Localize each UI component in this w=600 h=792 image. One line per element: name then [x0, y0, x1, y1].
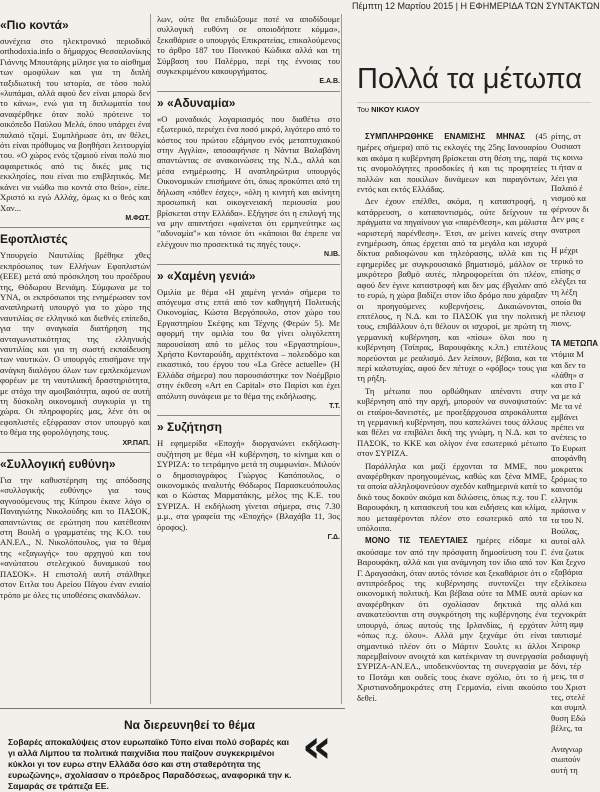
article-paragraph: Δεν έχουν επέλθει, ακόμα, η καταστροφή, η κατάρρευση, ο καταποντισμός, ούτε δείχνουν τα πράγματα να πηγαίνουν για «παρένθεση», και μάλιστα «αριστερή παρένθεση». Έτσι, αν μείνει κανείς στην ενημέρωση, όπως έρχεται από τα μεγάλα και ισχυρά δίκτυα ραδιοφώνου και τηλεόρασης, αλλά και τις εφημερίδες με συγκρουσιακό βηματισμό, μάλλον σε μικρότερο βαθμό αυτές, πληροφορείται ότι πλέον, αφού δεν έγινε καταστροφή και δεν μας έβγαλαν από το ευρώ, η χώρα βαδίζει στον ίδιο δρόμο που χάραξαν οι προηγούμενες κυβερνήσεις. Δικαιώνονται, επιτέλους, η Ν.Δ. και το ΠΑΣΟΚ για την πολιτική τους, επιβάλλουν ό,τι θέλουν οι ισχυροί, με πρώτη τη γερμανική κυβέρνηση, και «πίσω» όλοι που η κυβέρνηση (Τσίπρας, Βαρουφάκης κ.λπ.) επιτέλους πορεύονται με ρεαλισμό. Δεν λείπουν, βέβαια, και τα περί καλοτυχίας, αφού δεν πέτυχε ο «φόβος» τους για τη ρήξη. — [357, 196, 547, 384]
article-line: νισμού κα — [551, 193, 586, 204]
paragraph-text: (45 ημέρες σήμερα) από τις εκλογές της 25ης Ιανουαρίου και ακόμα η κυβέρνηση βρίσκεται στη θέση της, παρά τις ανομολόγητες προσδοκίες ή και τις προφητείες πολλών και ποικίλων δυνάμεων και παραγόντων, εντός και εκτός Ελλάδας. — [357, 131, 547, 195]
brief-text: Ομιλία με θέμα «Η χαμένη γενιά» σήμερα το απόγευμα στις επτά από τον καθηγητή Πολιτικής Οικονομίας, Κώστα Βεργόπουλο, στον χώρο του Εργαστηρίου Σκέψης και Τέχνης (Φερών 5). Με αφορμή την ομιλία του θα γίνει ολιγόλεπτη παρουσίαση από το μέλος του «Εργαστηρίου», Χρήστο Κονταρούδη, αρχιτέκτονα – πολεοδόμο και εικαστικό, του έργου του «La Grèce actuelle» (Η Ελλάδα σήμερα) που παρουσιάστηκε τον Νοέμβριο στην έκθεση «Art en Capital» στο Παρίσι και έχει απόλυτη συνάφεια με το θέμα της εκδήλωσης. — [157, 286, 340, 401]
teaser-text: Σοβαρές αποκαλύψεις στον ευρωπαϊκό Τύπο είναι πολύ σοβαρές και γι αλλά Λίμπου τα πολιτικά παιχνίδια που παίζουν συγκεκριμένοι κύκλοι γι τον ευρω στην Ελλάδα όσο και στη σταθερότητα της ευρωζώνης», σχολίασαν ο πρόεδρος Παραδόσεως, αναφορικά την κ. Σαμαράς σε τράπεζα ΕΕ. — [8, 737, 292, 791]
article-line: λέει για — [551, 172, 578, 183]
article-paragraph — [357, 131, 547, 194]
double-chevron-left-icon: « — [302, 719, 332, 773]
brief-heading-text: «Χαμένη γενιά» — [167, 268, 256, 283]
article-line: σιωπούν — [551, 754, 581, 765]
paragraph-text: ημέρες είδαμε κι ακούσαμε τον από την πρόσφατη δημοσίευση του Γ. Βαρουφάκη, αλλά και για ανάμνηση τον ίδιο από τον Γ. Δραγασάκη, όταν αυτός τόνισε και ξεκαθάρισε ότι ο αντιπρόεδρος της κυβέρνησης συντονίζει την οικονομική πολιτική. Και βέβαια ούτε τα ΜΜΕ αυτά αναφέρθηκαν ότι σχολίασαν δηκτικά της ανακατεύονται στη συγκρότηση της κυβέρνησης ένα υπουργό, όπως αυτούς της Ιρλανδίας, ή ερχόταν «όπως π.χ. όλου». Αλλά μην ξεχνάμε ότι είναι σημαντικό πλέον ότι ο Μάρτιν Σουλτς κι άλλοι παρεμβαίνουν ανοιχτά και κατέκριναν τη συνεργασία ΣΥΡΙΖΑ-ΑΝ.ΕΛ., υποδεικνύοντας τη συνεργασία με το Ποτάμι και ουδείς τους έκανε σχόλιο, ότι το ή Χριστιανοδημοκράτες στη Γερμανία, είναι ακούσιο δεθεί. — [357, 535, 547, 703]
brief-signature: Τ.Τ. — [329, 403, 340, 410]
article-line: βέλες, τα — [551, 723, 583, 734]
article-line: πράσινα ν — [551, 505, 586, 516]
brief-text: Για την καθυστέρηση της απόδοσης «συλλογικής ευθύνης» για τους αγνοούμενους της Κύπρου έκανε λόγο ο Παναγιώτης Νικολούδης και το ΠΑΣΟΚ, απαντώντας σε ερώτηση που κατέθεσαν στη Βουλή ο γραμματέας της Κ.Ο. του ΑΝ.ΕΛ., Ν. Νικολόπουλος, για το θέμα της «εξαγωγής» του αρχηγού και του «ανώτατου στελεχικού δυναμικού του ΠΑΣΟΚ». Η επιστολή αυτή στάλθηκε στον Ειτλα του Αρείου Πάγου έναν ενιαίο τρόπο με όλες τις υποθέσεις σκανδάλων. — [0, 475, 150, 600]
brief-text: Η εφημερίδα «Εποχή» διοργανώνει εκδήλωση-συζήτηση με θέμα «Η κυβέρνηση, το κίνημα και ο ΣΥΡΙΖΑ: το τετράμηνο μετά τη συμφωνία». Μιλούν ο δημοσιογράφος Γιώργος Καπόπουλος, ο οικονομικός αναλυτής Θόδωρος Παρασκευόπουλος και ο Κώστας Μαρματάκης, μέλος της Κ.Ε. του ΣΥΡΙΖΑ. Η εκδήλωση γίνεται σήμερα, στις 7.30 μ.μ., στα γραφεία της «Εποχής» (Βλαχάβα 11, 3ος όροφος). — [157, 438, 340, 532]
article-line: τες, στελέ — [551, 692, 586, 703]
article-line: Χειροκρ — [551, 640, 581, 651]
lead-in: ΣΥΜΠΛΗΡΩΘΗΚΕ ΕΝΑΜΙΣΗΣ ΜΗΝΑΣ — [365, 132, 525, 141]
brief-heading: «Πιο κοντά» — [0, 18, 69, 32]
article-line: του Χριστ — [551, 681, 587, 692]
article-line: αυτή τη — [551, 764, 578, 775]
brief-signature: ΧΡ.ΠΑΠ. — [122, 439, 150, 447]
article-line: ανατροπ — [551, 224, 581, 235]
article-line: ανέπεις το — [551, 432, 587, 443]
brief-text: Υπουργείο Ναυτιλίας βρέθηκε χθες εκπρόσωπος των Ελλήνων Εφοπλιστών (ΕΕΕ) μετά από πρόσκληση του προέδρου της, Θόδωρου Βενιάμη. Σύμφωνα με το ΥΝΑ, οι εκπρόσωποι της ενημέρωσαν τον αναπληρωτή υπουργό για το χώρο της ναυτιλίας σε ελληνικό και διεθνές επίπεδο, για την αναγκαία διατήρηση της ανταγωνιστικότητας της ελληνικής ναυτιλίας και για τη σωστή εκπαίδευση των ναυτικών. Ο υπουργός επισήμανε την ανάγκη διαλόγου όλων των εμπλεκόμενων φορέων με τη ναυτιλιακή δραστηριότητα, με στόχο την αμοιβαιότητα, αφού σε αυτή τη δύσκολη οικονομική συγκυρία γι τη χώρα. Οι πληροφορίες μας, λένε ότι οι εφοπλιστές εξέφρασαν στον υπουργό και το θέμα της φορολόγησης τους. — [0, 250, 150, 438]
article-line — [551, 328, 591, 338]
article-line: δόνι, τέρ — [551, 660, 582, 671]
article-line: ελληνικ — [551, 494, 578, 505]
article-line: ρίτης, στ — [551, 131, 582, 141]
article-line: φέρνουν δι — [551, 203, 589, 214]
separator — [157, 264, 340, 265]
brief-signature: Ν.ΙΒ. — [324, 251, 340, 259]
article-line: με πλειοψ — [551, 307, 586, 318]
article-line: αυτοί αλλ — [551, 536, 585, 547]
article-line: πρέπει να — [551, 421, 585, 432]
byline-prefix: Του — [357, 105, 370, 114]
separator — [157, 415, 340, 416]
article-title: Πολλά τα μέτωπα — [357, 63, 583, 95]
page-masthead: Πέμπτη 12 Μαρτίου 2015 | Η ΕΦΗΜΕΡΙΔΑ ΤΩΝ ΣΥΝΤΑΚΤΩΝ — [352, 1, 600, 11]
article-line — [551, 235, 591, 245]
article-line: εξελίκσεω — [551, 577, 587, 588]
brief-heading — [157, 420, 340, 435]
lead-in: ΜΟΝΟ ΤΙΣ ΤΕΛΕΥΤΑΙΕΣ — [365, 536, 468, 546]
article-line: καινοτόμ — [551, 484, 583, 495]
article-line: ξρόμως το — [551, 473, 587, 484]
article-line: εμβάνει — [551, 411, 578, 422]
brief-heading-text: Συζήτηση — [167, 420, 222, 435]
article-line: εξαβάρια — [551, 567, 583, 578]
article-line: αλλά και — [551, 598, 582, 609]
article-line: τερικό το — [551, 255, 583, 266]
brief-heading — [157, 96, 340, 111]
main-article — [345, 14, 599, 775]
article-line — [551, 734, 591, 744]
article-line: ελέγξει τα — [551, 276, 587, 287]
article-line: τι ήταν α — [551, 162, 582, 173]
separator — [0, 452, 150, 453]
article-line: και δεν το — [551, 359, 586, 370]
article-line: Δεν μας ε — [551, 214, 585, 225]
article-line: Παλαιό έ — [551, 182, 583, 193]
brief-heading: Εφοπλιστές — [0, 232, 68, 247]
chevron-icon: » — [157, 95, 168, 110]
article-byline — [357, 102, 591, 114]
brief-signature: Μ.ΦΩΤ. — [125, 214, 150, 222]
separator — [0, 227, 150, 228]
article-line: Με τα νέ — [551, 401, 582, 412]
brief-column-1 — [0, 14, 150, 702]
chevron-icon: » — [157, 268, 168, 283]
teaser-box — [0, 713, 340, 791]
article-line: τα του Ν. — [551, 515, 584, 526]
brief-column-2 — [151, 14, 340, 702]
article-column-1 — [357, 131, 547, 771]
article-line: ταυτισμέ — [551, 629, 582, 640]
article-line: Το Ευρωπ — [551, 442, 586, 453]
article-line: Αναγνωρ — [551, 744, 583, 755]
byline-author: ΝΙΚΟΥ ΚΙΑΟΥ — [371, 105, 420, 114]
article-line: ντόμια Μ — [551, 349, 584, 360]
teaser-title: Να διερευνηθεί το θέμα — [124, 718, 255, 732]
article-line: τις κοινω — [551, 151, 583, 162]
article-line: Βούλας, — [551, 525, 580, 536]
separator — [157, 91, 340, 92]
chevron-icon: » — [157, 420, 168, 435]
article-line: επίσης σ — [551, 266, 581, 277]
article-line: αρίων κα — [551, 588, 583, 599]
column-divider — [341, 14, 342, 704]
article-line: μοκρατικ — [551, 463, 584, 474]
article-line: ροδιαφυγή — [551, 650, 588, 661]
article-line: τη λέξη — [551, 286, 578, 297]
article-line: Η μέχρι — [551, 245, 578, 256]
article-line: ένα ζωτικ — [551, 546, 585, 557]
article-line: και συμπλ — [551, 702, 587, 713]
brief-heading-text: «Αδυναμία» — [167, 95, 236, 110]
article-line: να με κά — [551, 390, 581, 401]
article-line: πιονς. — [551, 318, 572, 329]
article-column-2 — [551, 131, 599, 775]
article-line: «λάθη» σ — [551, 369, 584, 380]
article-paragraph: Τη μέτωπα που ορθώθηκαν απέναντι στην κυβέρνηση από την αρχή, μπορούν να συνοψιστούν: οι εταίροι-δανειστές, με προεξάρχουσα απροκάλυπτα τη γερμανική κυβέρνηση, που καπελώνει τους άλλους και θέλει να επιβάλει δική της γνώμη, η Ν.Δ. και το ΠΑΣΟΚ, το ΚΚΕ και ολίγον ένα εσωτερικό μέτωπο στον ΣΥΡΙΖΑ. — [357, 385, 547, 459]
brief-text: συνέχεια στο ηλεκτρονικό περιοδικό orthodoxia.info ο δήμαρχος Θεσσαλονίκης Γιάννης Μπουτάρης μίλησε για το αίσθημα των ομοφύλων και για τη διπλή ταξιδιωτική του ιστορία, σε τόσο πολύ «λυπάμαι, αλλά αφού δεν είναι μπορώ δεν το κάνω», ενώ για τη διπλωματία του αναφέρθηκε όταν πολύ πρότεινε το οικόπεδο Παύλου Μελά, όπου υπάρχει ένα παλαιό τζαμί. Συμπλήρωσε ότι, αν θέλει, ότι είναι πρόθυμος να βοηθήσει λειτουργία του. «Ο χώρος ενός τζαμιού είναι πολύ πιο αφαιρετικός από τις δικές μας τις εκκλησίες, που είναι πιο επιβλητικός. Με κάνει να νιώθω πιο κοντά στο θείο», είπε. Χριστό κι εγώ Αλλάχ, όμως κι ο θεός και Χαν... — [0, 36, 150, 213]
article-paragraph — [357, 535, 547, 703]
teaser-rule — [0, 708, 345, 709]
article-line: Και ξεχνο — [551, 557, 586, 568]
article-line: τεχνοκράτ — [551, 608, 587, 619]
brief-signature: Ε.Α.Β. — [319, 78, 340, 86]
brief-heading — [157, 269, 340, 284]
brief-heading: «Συλλογική ευθύνη» — [0, 457, 116, 472]
article-line: οποίο θα — [551, 297, 582, 308]
article-line: και στο Γ — [551, 380, 584, 391]
brief-signature: Γ.Δ. — [327, 534, 340, 542]
article-line: αποφάνθη — [551, 453, 587, 464]
brief-text: «Ο μοναδικός λογαριασμός που διαθέτω στο εξωτερικό, περιέχει ένα ποσό μικρό, λιγότερο από το κόστος του πρώτου εξάμηνου ενός μεταπτυχιακού στην Αγγλία», αποσαφήνισε η Νάντια Βαλαβάνη απαντώντας σε ανακοινώσεις της Ν.Δ., αλλά και μέσα ενημέρωσης. Η αναπληρώτρια υπουργός Οικονομικών επισήμανε ότι, όπως προκύπτει από τη δήλωση «πόθεν έσχες», «όλη η κινητή και ακίνητη προσωπική και οικογενειακή περιουσία μου βρίσκεται στην Ελλάδα». Εξήγησε ότι η επιλογή της να μην απαντήσει «φαίνεται ότι ερμηνεύτηκε ως "αδυναμία"» και τόνισε ότι «κάποιοι θα έπρεπε να ελέγχουν πιο προσεκτικά τις πηγές τους». — [157, 113, 340, 249]
article-line: θυση Εδώ — [551, 712, 586, 723]
article-paragraph: Παράλληλα και μαζί έρχονται τα ΜΜΕ, που αναφέρθηκαν προηγουμένως, καθώς και ξένα ΜΜΕ, τα οποία αλληλοψονεύουν σχεδόν καθημερινά κατά το δικό τους δοκούν ακόμα και διλώσεις, όπως π.χ. του Γ. Βαρουφάκη, η κατασκευή του και ειδήσεις και κλίμα, που μεταφέρονται πλέον στο εσωτερικό από τα υπόλοιπα. — [357, 460, 547, 534]
article-line: Ουσιαστ — [551, 141, 581, 152]
brief-text: λων, ούτε θα επιδιώξουμε ποτέ να αποδίδουμε συλλογική ευθύνη σε οποιοδήποτε κόμμα», ξεκαθάρισε ο υπουργός Επικρατείας, επικαλούμενος το άρθρο 187 του Ποινικού Κώδικα αλλά και τη Σύμβαση του Παλέρμο, περί της έννοιας του συγκεκριμένου κακουργήματος. — [157, 14, 340, 77]
article-line: λύτη αμφ — [551, 619, 584, 630]
article-line: ΤΑ ΜΕΤΩΠΑ — [551, 338, 599, 348]
article-line: μεις, τα σ — [551, 671, 584, 682]
